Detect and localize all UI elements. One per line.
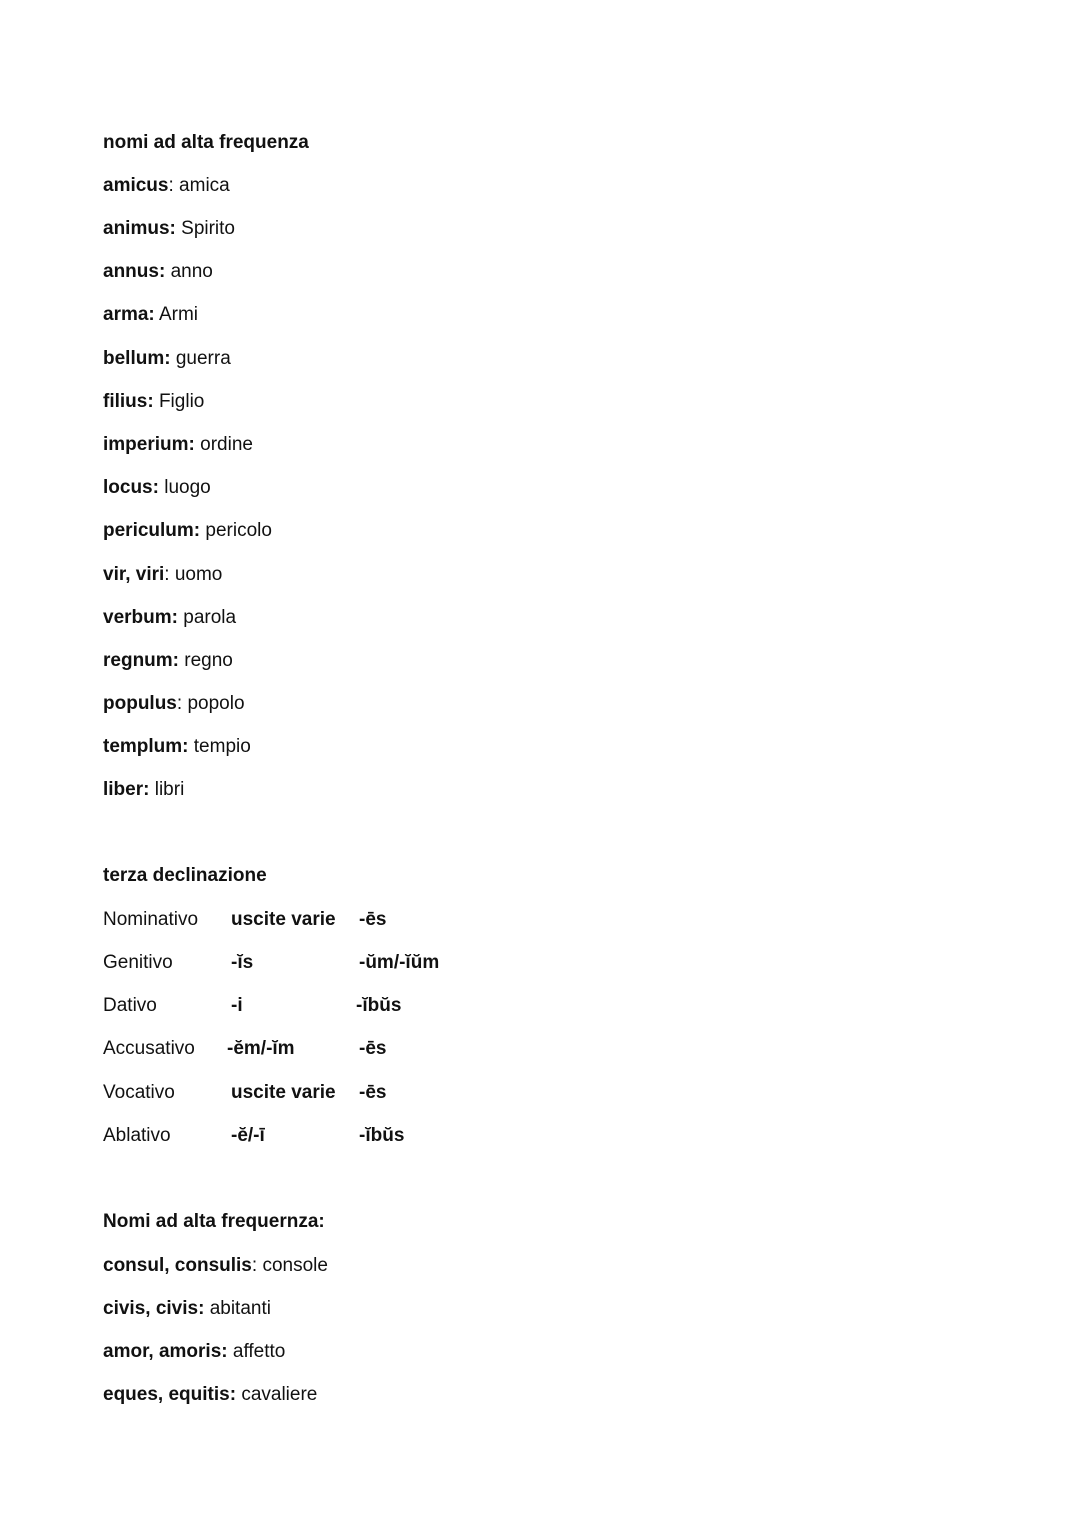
vocab-definition: regno (184, 650, 233, 671)
vocab-term: regnum: (103, 650, 179, 671)
vocab-definition: pericolo (205, 520, 272, 541)
plural-ending: -ēs (359, 1082, 387, 1103)
vocab-term: annus: (103, 261, 166, 282)
vocab-entry (103, 303, 198, 327)
declension-row (103, 908, 603, 932)
vocab-definition: cavaliere (241, 1384, 318, 1405)
case-name: Dativo (103, 995, 157, 1016)
vocab-term: populus (103, 693, 177, 714)
vocab-term: imperium: (103, 434, 195, 455)
declension-row (103, 1037, 603, 1061)
vocab-term: verbum: (103, 607, 178, 628)
singular-ending: -ĭs (231, 952, 254, 973)
vocab-term: animus: (103, 218, 176, 239)
vocab-definition: console (262, 1255, 328, 1276)
declension-row (103, 1124, 603, 1148)
vocab-separator: : (251, 1255, 263, 1276)
vocab-term: eques, equitis: (103, 1384, 237, 1405)
vocab-definition: anno (170, 261, 213, 282)
vocab-definition: Figlio (158, 391, 205, 412)
plural-ending: -ĭbŭs (359, 1125, 405, 1146)
plural-ending: -ēs (359, 909, 387, 930)
singular-ending: -ĕm/-ĭm (227, 1038, 295, 1059)
singular-ending: -ĕ/-ī (231, 1125, 265, 1146)
vocab-term: locus: (103, 477, 159, 498)
vocab-entry (103, 217, 235, 241)
declension-row (103, 951, 603, 975)
vocab-term: civis, civis: (103, 1298, 205, 1319)
case-name: Accusativo (103, 1038, 195, 1059)
vocab-definition: tempio (193, 736, 251, 757)
vocab-term: arma: (103, 304, 155, 325)
vocab-entry (103, 260, 213, 284)
vocab-entry (103, 735, 251, 759)
section-heading: terza declinazione (103, 865, 267, 886)
vocab-entry (103, 692, 245, 716)
vocab-term: filius: (103, 391, 154, 412)
vocab-definition: amica (179, 175, 230, 196)
plural-ending: -ēs (359, 1038, 387, 1059)
section-heading: Nomi ad alta frequernza: (103, 1211, 325, 1232)
vocab-entry (103, 778, 184, 802)
plural-ending: -ĭbŭs (356, 995, 402, 1016)
vocab-entry (103, 1383, 317, 1407)
vocab-definition: popolo (187, 693, 245, 714)
plural-ending: -ŭm/-ĭŭm (359, 952, 440, 973)
vocab-definition: abitanti (209, 1298, 271, 1319)
vocab-separator: : (164, 564, 175, 585)
vocab-term: vir, viri (103, 564, 165, 585)
vocab-entry (103, 433, 253, 457)
vocab-definition: libri (154, 779, 185, 800)
declension-row (103, 1081, 603, 1105)
vocab-definition: ordine (200, 434, 253, 455)
vocab-separator: : (168, 175, 180, 196)
vocab-entry (103, 390, 204, 414)
case-name: Ablativo (103, 1125, 171, 1146)
vocab-entry (103, 606, 236, 630)
vocab-entry (103, 1340, 285, 1364)
vocab-definition: affetto (232, 1341, 286, 1362)
vocab-entry (103, 649, 233, 673)
vocab-separator: : (176, 693, 188, 714)
case-name: Vocativo (103, 1082, 175, 1103)
vocab-term: liber: (103, 779, 150, 800)
singular-ending: uscite varie (231, 1082, 336, 1103)
vocab-term: periculum: (103, 520, 201, 541)
vocab-entry (103, 347, 231, 371)
vocab-definition: uomo (174, 564, 223, 585)
singular-ending: uscite varie (231, 909, 336, 930)
vocab-term: consul, consulis (103, 1255, 252, 1276)
vocab-definition: parola (183, 607, 237, 628)
vocab-definition: luogo (164, 477, 211, 498)
vocab-term: templum: (103, 736, 189, 757)
singular-ending: -i (231, 995, 243, 1016)
vocab-definition: guerra (175, 348, 231, 369)
vocab-entry (103, 476, 211, 500)
vocab-entry (103, 1254, 328, 1278)
case-name: Nominativo (103, 909, 199, 930)
declension-row (103, 994, 603, 1018)
vocab-entry (103, 1297, 271, 1321)
vocab-term: amor, amoris: (103, 1341, 228, 1362)
case-name: Genitivo (103, 952, 173, 973)
vocab-definition: Spirito (181, 218, 235, 239)
vocab-term: amicus (103, 175, 169, 196)
vocab-term: bellum: (103, 348, 171, 369)
vocab-entry (103, 174, 230, 198)
vocab-definition: Armi (158, 304, 199, 325)
section-heading: nomi ad alta frequenza (103, 132, 309, 153)
vocab-entry (103, 519, 272, 543)
vocab-entry (103, 563, 222, 587)
